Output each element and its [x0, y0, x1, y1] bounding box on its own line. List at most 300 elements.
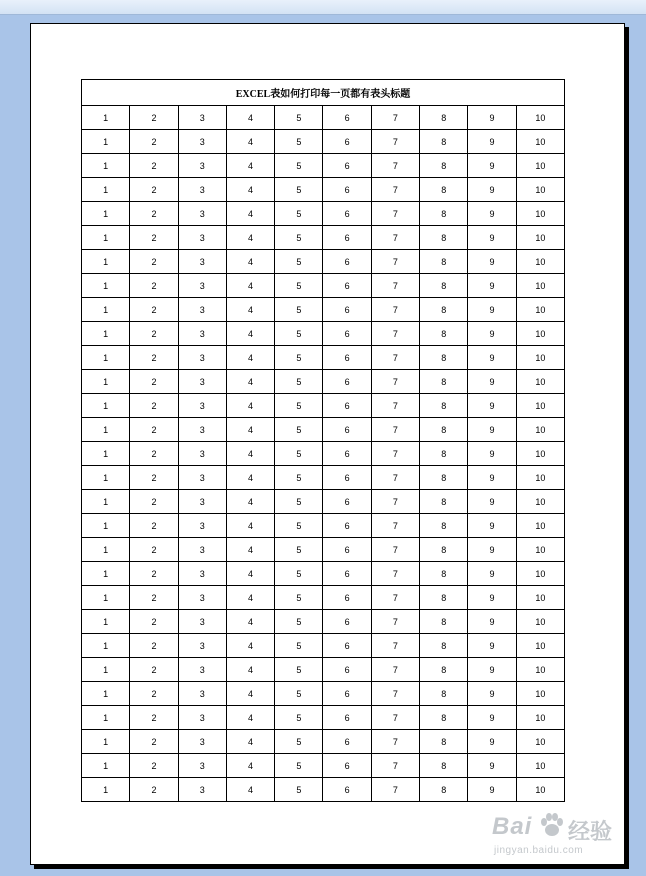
table-cell: 2 [130, 130, 178, 154]
table-cell: 4 [226, 466, 274, 490]
table-cell: 8 [420, 250, 468, 274]
table-cell: 8 [420, 586, 468, 610]
table-cell: 4 [226, 274, 274, 298]
table-cell: 9 [468, 394, 516, 418]
table-cell: 2 [130, 202, 178, 226]
table-cell: 5 [275, 682, 323, 706]
table-cell: 1 [82, 466, 130, 490]
table-cell: 8 [420, 538, 468, 562]
table-cell: 3 [178, 706, 226, 730]
table-cell: 5 [275, 514, 323, 538]
table-cell: 3 [178, 178, 226, 202]
watermark-url: jingyan.baidu.com [494, 845, 584, 856]
table-row [82, 202, 565, 226]
table-cell: 6 [323, 658, 371, 682]
table-cell: 8 [420, 202, 468, 226]
table-cell: 10 [516, 586, 564, 610]
table-cell: 4 [226, 154, 274, 178]
table-row [82, 754, 565, 778]
table-cell: 4 [226, 298, 274, 322]
table-cell: 3 [178, 274, 226, 298]
table-cell: 10 [516, 274, 564, 298]
table-cell: 10 [516, 610, 564, 634]
table-cell: 5 [275, 538, 323, 562]
table-cell: 1 [82, 778, 130, 802]
table-cell: 4 [226, 442, 274, 466]
table-cell: 10 [516, 562, 564, 586]
table-cell: 2 [130, 466, 178, 490]
table-cell: 7 [371, 274, 419, 298]
table-cell: 5 [275, 298, 323, 322]
table-cell: 9 [468, 130, 516, 154]
table-cell: 8 [420, 346, 468, 370]
table-cell: 2 [130, 490, 178, 514]
table-row [82, 394, 565, 418]
table-row [82, 610, 565, 634]
table-cell: 2 [130, 106, 178, 130]
table-row [82, 178, 565, 202]
table-cell: 1 [82, 202, 130, 226]
table-cell: 1 [82, 394, 130, 418]
table-cell: 3 [178, 250, 226, 274]
table-row [82, 442, 565, 466]
table-cell: 10 [516, 154, 564, 178]
table-cell: 3 [178, 730, 226, 754]
table-cell: 2 [130, 154, 178, 178]
table-cell: 6 [323, 250, 371, 274]
table-cell: 7 [371, 586, 419, 610]
table-cell: 10 [516, 394, 564, 418]
table-cell: 10 [516, 250, 564, 274]
table-cell: 9 [468, 442, 516, 466]
table-cell: 6 [323, 514, 371, 538]
table-cell: 1 [82, 586, 130, 610]
table-cell: 10 [516, 730, 564, 754]
table-cell: 10 [516, 466, 564, 490]
table-cell: 10 [516, 442, 564, 466]
table-cell: 6 [323, 682, 371, 706]
table-cell: 7 [371, 418, 419, 442]
table-cell: 4 [226, 418, 274, 442]
table-cell: 6 [323, 730, 371, 754]
table-row [82, 682, 565, 706]
table-cell: 3 [178, 106, 226, 130]
table-cell: 6 [323, 322, 371, 346]
table-cell: 7 [371, 346, 419, 370]
table-cell: 4 [226, 658, 274, 682]
table-cell: 9 [468, 538, 516, 562]
table-cell: 7 [371, 466, 419, 490]
paw-icon [538, 811, 566, 839]
table-cell: 5 [275, 442, 323, 466]
table-row [82, 274, 565, 298]
table-cell: 8 [420, 514, 468, 538]
table-cell: 10 [516, 418, 564, 442]
table-cell: 6 [323, 778, 371, 802]
table-cell: 10 [516, 226, 564, 250]
table-cell: 8 [420, 610, 468, 634]
table-cell: 4 [226, 346, 274, 370]
table-cell: 6 [323, 226, 371, 250]
table-cell: 4 [226, 730, 274, 754]
table-cell: 3 [178, 754, 226, 778]
table-cell: 5 [275, 490, 323, 514]
table-cell: 4 [226, 538, 274, 562]
table-cell: 2 [130, 634, 178, 658]
table-cell: 2 [130, 370, 178, 394]
table-cell: 2 [130, 610, 178, 634]
table-cell: 6 [323, 202, 371, 226]
header-row [82, 80, 565, 106]
table-cell: 9 [468, 466, 516, 490]
window-top-strip [0, 0, 646, 15]
table-row [82, 634, 565, 658]
table-row [82, 586, 565, 610]
table-cell: 10 [516, 706, 564, 730]
table-cell: 5 [275, 754, 323, 778]
table-cell: 9 [468, 298, 516, 322]
table-cell: 2 [130, 226, 178, 250]
table-cell: 1 [82, 154, 130, 178]
table-cell: 5 [275, 130, 323, 154]
table-cell: 2 [130, 298, 178, 322]
table-cell: 1 [82, 346, 130, 370]
table-cell: 2 [130, 274, 178, 298]
table-cell: 1 [82, 490, 130, 514]
table-cell: 5 [275, 370, 323, 394]
table-cell: 1 [82, 514, 130, 538]
table-cell: 7 [371, 706, 419, 730]
table-cell: 4 [226, 682, 274, 706]
table-cell: 10 [516, 130, 564, 154]
table-cell: 6 [323, 586, 371, 610]
table-cell: 10 [516, 202, 564, 226]
table-cell: 3 [178, 130, 226, 154]
table-cell: 5 [275, 274, 323, 298]
table-cell: 1 [82, 178, 130, 202]
table-cell: 4 [226, 514, 274, 538]
table-row [82, 370, 565, 394]
table-cell: 9 [468, 370, 516, 394]
table-cell: 1 [82, 562, 130, 586]
table-cell: 6 [323, 538, 371, 562]
table-cell: 2 [130, 730, 178, 754]
table-row [82, 154, 565, 178]
table-cell: 6 [323, 418, 371, 442]
table-cell: 5 [275, 778, 323, 802]
table-cell: 8 [420, 178, 468, 202]
table-cell: 7 [371, 178, 419, 202]
table-cell: 5 [275, 730, 323, 754]
table-cell: 6 [323, 274, 371, 298]
table-cell: 3 [178, 562, 226, 586]
table-cell: 8 [420, 634, 468, 658]
table-cell: 4 [226, 178, 274, 202]
table-cell: 10 [516, 322, 564, 346]
table-cell: 8 [420, 754, 468, 778]
table-cell: 1 [82, 634, 130, 658]
table-cell: 2 [130, 418, 178, 442]
table-cell: 5 [275, 562, 323, 586]
table-cell: 3 [178, 466, 226, 490]
table-cell: 6 [323, 130, 371, 154]
table-cell: 1 [82, 130, 130, 154]
table-cell: 2 [130, 346, 178, 370]
table-cell: 4 [226, 394, 274, 418]
table-cell: 3 [178, 418, 226, 442]
table-cell: 7 [371, 322, 419, 346]
table-cell: 8 [420, 466, 468, 490]
table-row [82, 418, 565, 442]
table-cell: 10 [516, 682, 564, 706]
table-cell: 1 [82, 250, 130, 274]
table-cell: 6 [323, 442, 371, 466]
table-cell: 5 [275, 634, 323, 658]
table-row [82, 466, 565, 490]
table-row [82, 346, 565, 370]
table-row [82, 106, 565, 130]
table-cell: 7 [371, 538, 419, 562]
table-cell: 3 [178, 226, 226, 250]
table-cell: 6 [323, 394, 371, 418]
table-cell: 2 [130, 514, 178, 538]
table-cell: 6 [323, 298, 371, 322]
table-row [82, 778, 565, 802]
table-cell: 8 [420, 682, 468, 706]
table-cell: 3 [178, 514, 226, 538]
table-cell: 2 [130, 586, 178, 610]
table-cell: 2 [130, 682, 178, 706]
table-cell: 1 [82, 322, 130, 346]
table-cell: 4 [226, 250, 274, 274]
table-cell: 6 [323, 562, 371, 586]
table-cell: 2 [130, 658, 178, 682]
table-cell: 4 [226, 706, 274, 730]
table-cell: 9 [468, 490, 516, 514]
baidu-jingyan-watermark [492, 803, 642, 863]
table-cell: 7 [371, 250, 419, 274]
table-cell: 3 [178, 586, 226, 610]
table-cell: 10 [516, 298, 564, 322]
table-cell: 9 [468, 274, 516, 298]
table-cell: 3 [178, 610, 226, 634]
table-cell: 4 [226, 226, 274, 250]
table-cell: 6 [323, 610, 371, 634]
table-cell: 10 [516, 370, 564, 394]
table-cell: 4 [226, 634, 274, 658]
table-cell: 5 [275, 706, 323, 730]
table-cell: 1 [82, 706, 130, 730]
table-cell: 3 [178, 682, 226, 706]
table-cell: 3 [178, 154, 226, 178]
table-cell: 7 [371, 130, 419, 154]
table-cell: 2 [130, 394, 178, 418]
table-cell: 2 [130, 178, 178, 202]
table-cell: 7 [371, 442, 419, 466]
table-cell: 7 [371, 154, 419, 178]
watermark-brand: Bai [492, 813, 533, 840]
table-cell: 9 [468, 586, 516, 610]
table-cell: 8 [420, 370, 468, 394]
table-cell: 10 [516, 346, 564, 370]
table-row [82, 250, 565, 274]
table-cell: 7 [371, 490, 419, 514]
table-cell: 2 [130, 778, 178, 802]
table-cell: 8 [420, 322, 468, 346]
table-cell: 7 [371, 730, 419, 754]
watermark-brand-cn: 经验 [568, 819, 613, 844]
table-row [82, 130, 565, 154]
table-cell: 5 [275, 658, 323, 682]
table-cell: 1 [82, 538, 130, 562]
table-cell: 4 [226, 754, 274, 778]
table-cell: 3 [178, 490, 226, 514]
table-cell: 10 [516, 490, 564, 514]
table-cell: 9 [468, 322, 516, 346]
table-cell: 9 [468, 706, 516, 730]
table-cell: 2 [130, 538, 178, 562]
table-cell: 5 [275, 346, 323, 370]
table-cell: 6 [323, 178, 371, 202]
table-cell: 10 [516, 538, 564, 562]
table-cell: 6 [323, 706, 371, 730]
table-cell: 5 [275, 466, 323, 490]
table-cell: 3 [178, 202, 226, 226]
table-row [82, 562, 565, 586]
table-cell: 6 [323, 466, 371, 490]
table-cell: 2 [130, 442, 178, 466]
table-cell: 6 [323, 490, 371, 514]
table-cell: 2 [130, 706, 178, 730]
table-row [82, 706, 565, 730]
table-row [82, 514, 565, 538]
table-cell: 1 [82, 610, 130, 634]
table-cell: 1 [82, 754, 130, 778]
table-cell: 5 [275, 106, 323, 130]
table-cell: 9 [468, 250, 516, 274]
table-cell: 9 [468, 754, 516, 778]
table-cell: 2 [130, 562, 178, 586]
table-row [82, 226, 565, 250]
table-cell: 5 [275, 586, 323, 610]
table-cell: 8 [420, 778, 468, 802]
table-cell: 3 [178, 442, 226, 466]
table-cell: 6 [323, 346, 371, 370]
table-cell: 9 [468, 610, 516, 634]
table-row [82, 298, 565, 322]
table-cell: 5 [275, 418, 323, 442]
table-cell: 7 [371, 634, 419, 658]
table-cell: 1 [82, 682, 130, 706]
table-cell: 1 [82, 442, 130, 466]
table-cell: 1 [82, 418, 130, 442]
table-cell: 3 [178, 658, 226, 682]
table-cell: 8 [420, 442, 468, 466]
table-cell: 7 [371, 298, 419, 322]
table-cell: 6 [323, 634, 371, 658]
table-cell: 9 [468, 346, 516, 370]
table-row [82, 730, 565, 754]
table-cell: 9 [468, 562, 516, 586]
table-title: EXCEL表如何打印每一页都有表头标题 [82, 80, 565, 106]
table-cell: 9 [468, 154, 516, 178]
table-row [82, 658, 565, 682]
table-cell: 3 [178, 298, 226, 322]
table-cell: 10 [516, 778, 564, 802]
table-cell: 8 [420, 226, 468, 250]
table-cell: 8 [420, 394, 468, 418]
table-cell: 6 [323, 154, 371, 178]
table-cell: 5 [275, 250, 323, 274]
table-cell: 8 [420, 298, 468, 322]
table-cell: 9 [468, 202, 516, 226]
table-cell: 1 [82, 658, 130, 682]
table-cell: 5 [275, 178, 323, 202]
table-cell: 9 [468, 658, 516, 682]
table-cell: 7 [371, 106, 419, 130]
table-cell: 1 [82, 730, 130, 754]
table-cell: 6 [323, 754, 371, 778]
table-cell: 3 [178, 538, 226, 562]
table-cell: 7 [371, 682, 419, 706]
table-cell: 10 [516, 178, 564, 202]
table-cell: 8 [420, 106, 468, 130]
table-cell: 7 [371, 778, 419, 802]
table-cell: 8 [420, 418, 468, 442]
table-cell: 4 [226, 778, 274, 802]
table-cell: 4 [226, 322, 274, 346]
table-cell: 4 [226, 130, 274, 154]
table-cell: 5 [275, 154, 323, 178]
table-cell: 6 [323, 106, 371, 130]
table-cell: 10 [516, 106, 564, 130]
table-cell: 6 [323, 370, 371, 394]
table-body [82, 106, 565, 802]
table-cell: 4 [226, 610, 274, 634]
table-cell: 7 [371, 226, 419, 250]
table-row [82, 322, 565, 346]
data-table [81, 79, 565, 802]
table-row [82, 538, 565, 562]
table-cell: 7 [371, 370, 419, 394]
table-cell: 7 [371, 658, 419, 682]
table-cell: 8 [420, 130, 468, 154]
table-cell: 4 [226, 586, 274, 610]
table-cell: 1 [82, 106, 130, 130]
table-cell: 3 [178, 346, 226, 370]
table-cell: 5 [275, 394, 323, 418]
table-row [82, 490, 565, 514]
table-cell: 7 [371, 394, 419, 418]
table-cell: 3 [178, 778, 226, 802]
table-cell: 4 [226, 370, 274, 394]
table-cell: 2 [130, 322, 178, 346]
table-cell: 7 [371, 202, 419, 226]
table-cell: 9 [468, 418, 516, 442]
table-cell: 7 [371, 514, 419, 538]
table-cell: 9 [468, 106, 516, 130]
table-cell: 9 [468, 730, 516, 754]
table-cell: 8 [420, 154, 468, 178]
table-cell: 10 [516, 658, 564, 682]
table-cell: 3 [178, 370, 226, 394]
table-cell: 1 [82, 274, 130, 298]
table-cell: 10 [516, 754, 564, 778]
table-cell: 8 [420, 274, 468, 298]
table-cell: 3 [178, 634, 226, 658]
table-cell: 9 [468, 778, 516, 802]
table-cell: 7 [371, 754, 419, 778]
